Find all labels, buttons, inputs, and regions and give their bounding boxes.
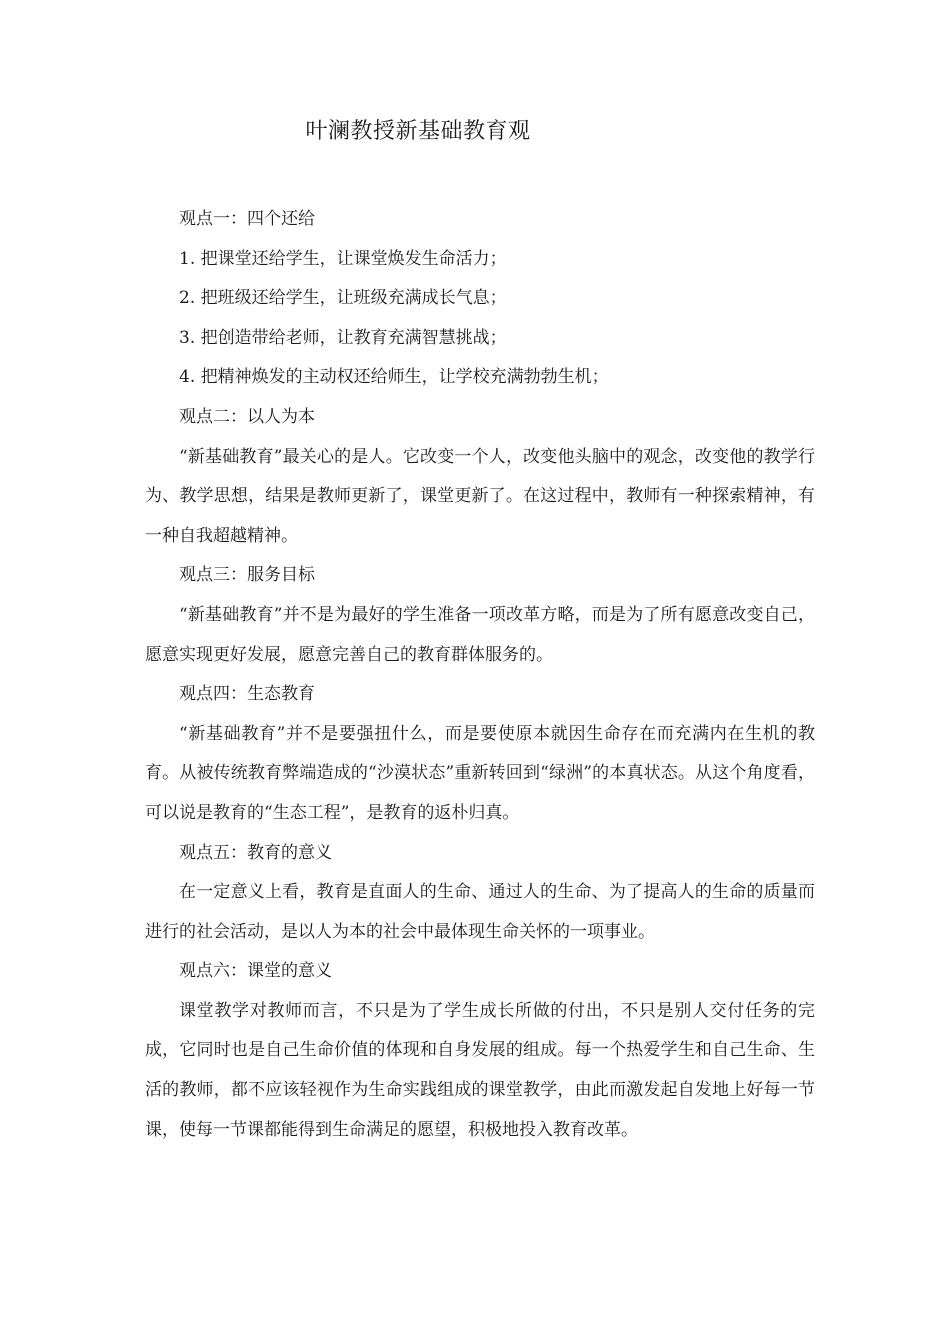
document-title: 叶澜教授新基础教育观 <box>305 119 531 144</box>
list-item-4: 4. 把精神焕发的主动权还给师生，让学校充满勃勃生机； <box>179 367 609 388</box>
heading-viewpoint-1: 观点一：四个还给 <box>179 209 315 229</box>
paragraph-viewpoint-3: “新基础教育”并不是为最好的学生准备一项改革方略，而是为了所有愿意改变自己，愿意实现更好发展，愿意完善自己的教育群体服务的。 <box>145 604 815 665</box>
heading-viewpoint-4: 观点四：生态教育 <box>179 684 315 705</box>
paragraph-viewpoint-5: 在一定意义上看，教育是直面人的生命、通过人的生命、为了提高人的生命的质量而进行的社会活动，是以人为本的社会中最体现生命关怀的一项事业。 <box>145 882 815 942</box>
heading-viewpoint-3: 观点三：服务目标 <box>179 565 315 586</box>
heading-viewpoint-6: 观点六：课堂的意义 <box>179 961 332 982</box>
paragraph-viewpoint-6: 课堂教学对教师而言，不只是为了学生成长所做的付出，不只是别人交付任务的完成，它同时也是自己生命价值的体现和自身发展的组成。每一个热爱学生和自己生命、生活的教师，都不应该轻视作为生命实践组成的课堂教学，由此而激发起自发地上好每一节课，使每一节课都能得到生命满足的愿望，积极地投入教育改革。 <box>145 1000 815 1140</box>
list-item-3: 3. 把创造带给老师，让教育充满智慧挑战； <box>179 327 507 348</box>
heading-viewpoint-5: 观点五：教育的意义 <box>179 842 332 863</box>
list-item-1: 1. 把课堂还给学生，让课堂焕发生命活力； <box>179 248 507 269</box>
paragraph-viewpoint-4: “新基础教育”并不是要强扭什么，而是要使原本就因生命存在而充满内在生机的教育。从被传统教育弊端造成的“沙漠状态”重新转回到“绿洲”的本真状态。从这个角度看，可以说是教育的“生态工程”，是教育的返朴归真。 <box>145 723 815 823</box>
list-item-2: 2. 把班级还给学生，让班级充满成长气息； <box>179 288 507 309</box>
paragraph-viewpoint-2: “新基础教育”最关心的是人。它改变一个人，改变他头脑中的观念，改变他的教学行为、教学思想，结果是教师更新了，课堂更新了。在这过程中，教师有一种探索精神，有一种自我超越精神。 <box>145 446 815 546</box>
heading-viewpoint-2: 观点二：以人为本 <box>179 406 315 427</box>
document-body <box>145 200 815 1150</box>
